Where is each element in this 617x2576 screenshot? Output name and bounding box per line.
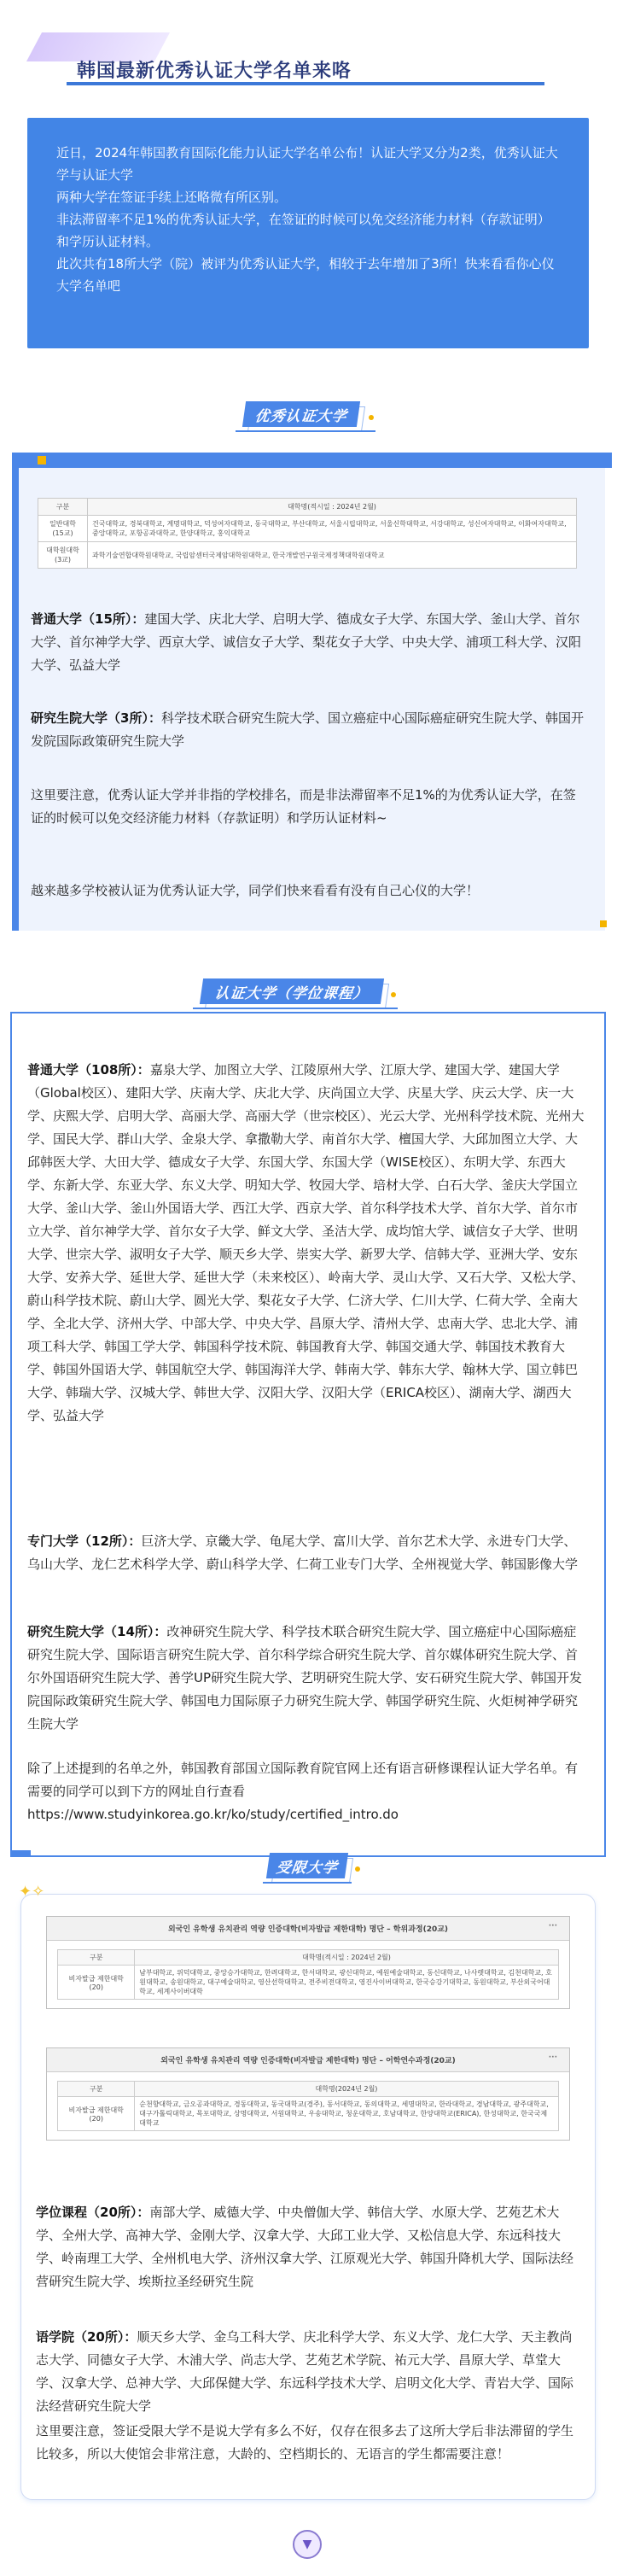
- section-tag-excellent: [244, 401, 372, 427]
- intro-paragraph: 近日，2024年韩国教育国际化能力认证大学名单公布！认证大学又分为2类，优秀认证大学与认证大学: [56, 145, 558, 183]
- category-label: 学位课程（20所）：: [36, 2205, 150, 2220]
- table-cell-key: 일반대학 (15교): [38, 516, 88, 542]
- page-title: 韩国最新优秀认证大学名单来咯: [77, 61, 352, 82]
- section-tag-certified: [201, 978, 415, 1004]
- table-cell-key: 대학원대학 (3교): [38, 542, 88, 569]
- document-title-text: 외국인 유학생 유치관리 역량 인증대학(비자발급 제한대학) 명단 – 학위과정(20교): [167, 1925, 449, 1934]
- table-header-cell: 대학명(2024년 2월): [135, 2082, 559, 2097]
- category-label: 语学院（20所）：: [36, 2329, 137, 2345]
- category-label: 研究生院大学（3所）：: [31, 710, 161, 726]
- page-header: [0, 0, 617, 109]
- table-row: [38, 516, 577, 542]
- certified-regular-block: [27, 1059, 589, 1428]
- square-decoration: [38, 456, 46, 464]
- category-label: 专门大学（12所）：: [27, 1533, 142, 1549]
- table-header-cell: 대학명(적시일 : 2024년 2월): [88, 499, 577, 516]
- table-cell-value: 남부대학교, 위덕대학교, 중앙승가대학교, 한려대학교, 한서대학교, 광신대학교, 예원예술대학교, 동신대학교, 나사렛대학교, 김천대학교, 호원대학교, 송원대학교, 대구예술대학교, 영산선학대학교, 전주비전대학교, 영진사이버대학교, 한국승강기대학교, 동원대학교, 부산외국어대학교, 세계사이버대학: [135, 1966, 559, 2000]
- table-cell-key: 비자발급 제한대학 (20): [58, 1966, 135, 2000]
- excellent-note: 这里要注意，优秀认证大学并非指的学校排名，而是非法滞留率不足1%的为优秀认证大学，在签证的时候可以免交经济能力材料（存款证明）和学历认证材料~: [31, 787, 576, 826]
- university-list: 建国大学、庆北大学、启明大学、德成女子大学、东国大学、釜山大学、首尔大学、首尔神学大学、西京大学、诚信女子大学、梨花女子大学、中央大学、浦项工科大学、汉阳大学、弘益大学: [31, 611, 582, 673]
- section-tag-label: 受限大学: [266, 1853, 348, 1878]
- university-list: 嘉泉大学、加图立大学、江陵原州大学、江原大学、建国大学、建国大学（Global校区）、建阳大学、庆南大学、庆北大学、庆尚国立大学、庆星大学、庆云大学、庆一大学、庆熙大学、启明大学、高丽大学、高丽大学（世宗校区）、光云大学、光州科学技术院、光州大学、国民大学、群山大学、金泉大学、拿撒勒大学、南首尔大学、檀国大学、大邱加图立大学、大邱韩医大学、大田大学、德成女子大学、东国大学、东国大学（WISE校区）、东明大学、东西大学、东新大学、东亚大学、东义大学、明知大学、牧园大学、培材大学、白石大学、釜庆大学国立大学、釜山大学、釜山外国语大学、西江大学、西京大学、首尔科学技术大学、首尔大学、首尔市立大学、首尔神学大学、首尔女子大学、鲜文大学、圣洁大学、成均馆大学、诚信女子大学、世明大学、世宗大学、淑明女子大学、顺天乡大学、崇实大学、新罗大学、信韩大学、亚洲大学、安东大学、安养大学、延世大学、延世大学（未来校区）、岭南大学、灵山大学、又石大学、又松大学、蔚山科学技术院、蔚山大学、圆光大学、梨花女子大学、仁济大学、仁川大学、仁荷大学、全南大学、全北大学、济州大学、中部大学、中央大学、昌原大学、清州大学、忠南大学、忠北大学、浦项工科大学、韩国工学大学、韩国科学技术院、韩国教育大学、韩国交通大学、韩国技术教育大学、韩国外国语大学、韩国航空大学、韩国海洋大学、韩南大学、韩东大学、翰林大学、国立韩巴大学、韩瑞大学、汉城大学、韩世大学、汉阳大学、汉阳大学（ERICA校区）、湖南大学、湖西大学、弘益大学: [27, 1062, 585, 1423]
- certified-grad-block: [27, 1621, 589, 1736]
- university-list: 顺天乡大学、金乌工科大学、庆北科学大学、东义大学、龙仁大学、天主教尚志大学、同德女子大学、木浦大学、尚志大学、艺苑艺术学院、祐元大学、昌原大学、草堂大学、汉拿大学、总神大学、大邱保健大学、东远科学技术大学、启明文化大学、青岩大学、国际法经营研究生院大学: [36, 2329, 574, 2414]
- table-cell-value: 건국대학교, 경북대학교, 계명대학교, 덕성여자대학교, 동국대학교, 부산대학교, 서울시립대학교, 서울신학대학교, 서강대학교, 성신여자대학교, 이화여자대학교, 중앙대학교, 포항공과대학교, 한양대학교, 홍익대학교: [88, 516, 577, 542]
- excellent-regular-block: [31, 608, 587, 677]
- table-header-cell: 구분: [38, 499, 88, 516]
- table-row: [58, 2097, 559, 2131]
- excellent-closing: 越来越多学校被认证为优秀认证大学，同学们快来看看有没有自己心仪的大学！: [31, 883, 480, 898]
- more-icon[interactable]: ···: [548, 1922, 557, 1931]
- university-list: 巨济大学、京畿大学、龟尾大学、富川大学、首尔艺术大学、永进专门大学、乌山大学、龙仁艺术科学大学、蔚山科学大学、仁荷工业专门大学、全州视觉大学、韩国影像大学: [27, 1533, 579, 1572]
- corner-decoration: [10, 1850, 31, 1857]
- more-icon[interactable]: ···: [548, 2053, 557, 2062]
- intro-paragraph: 非法滞留率不足1%的优秀认证大学，在签证的时候可以免交经济能力材料（存款证明）和学历认证材料。: [56, 212, 550, 249]
- chevron-down-icon: ▼: [293, 2530, 322, 2559]
- category-label: 研究生院大学（14所）：: [27, 1624, 167, 1639]
- certified-note: [27, 1757, 589, 1826]
- reference-link[interactable]: https://www.studyinkorea.go.kr/ko/study/certified_intro.do: [27, 1807, 399, 1822]
- corner-decoration: [600, 920, 607, 927]
- table-cell-key: 비자발급 제한대학 (20): [58, 2097, 135, 2131]
- section-tag-label: 优秀认证大学: [242, 401, 360, 427]
- section-tag-restricted: [268, 1853, 362, 1878]
- table-header-row: [38, 499, 577, 516]
- intro-paragraph: 两种大学在签证手续上还略微有所区别。: [56, 190, 288, 205]
- table-header-cell: 구분: [58, 2082, 135, 2097]
- category-label: 普通大学（15所）：: [31, 611, 145, 627]
- restricted-language-document: [46, 2047, 570, 2141]
- note-text: 除了上述提到的名单之外，韩国教育部国立国际教育院官网上还有语言研修课程认证大学名单。有需要的同学可以到下方的网址自行查看: [27, 1761, 579, 1799]
- document-title: [47, 2048, 569, 2072]
- university-list: 科学技术联合研究生院大学、国立癌症中心国际癌症研究生院大学、韩国开发院国际政策研究生院大学: [31, 710, 584, 749]
- document-title: [47, 1917, 569, 1941]
- restricted-degree-document: [46, 1916, 570, 2009]
- table-row: [58, 1966, 559, 2000]
- table-cell-value: 순천향대학교, 금오공과대학교, 경동대학교, 동국대학교(경주), 동서대학교, 동의대학교, 세명대학교, 한라대학교, 경남대학교, 광주대학교, 대구가톨릭대학교, 목포대학교, 상명대학교, 서원대학교, 우송대학교, 청운대학교, 호남대학교, 한양대학교(ERICA), 한성대학교, 한국국제대학교: [135, 2097, 559, 2131]
- title-underline: [67, 82, 544, 85]
- category-label: 普通大学（108所）：: [27, 1062, 150, 1078]
- document-title-text: 외국인 유학생 유치관리 역량 인증대학(비자발급 제한대학) 명단 – 어학연수과정(20교): [160, 2057, 456, 2065]
- certified-college-block: [27, 1530, 589, 1576]
- section-tag-label: 认证大学（学位课程）: [200, 978, 384, 1004]
- intro-box: [27, 118, 589, 348]
- table-header-cell: 구분: [58, 1950, 135, 1966]
- table-header-cell: 대학명(적시일 : 2024년 2월): [135, 1950, 559, 1966]
- excellent-university-table: [38, 498, 577, 569]
- university-list: 改神研究生院大学、科学技术联合研究生院大学、国立癌症中心国际癌症研究生院大学、国际语言研究生院大学、首尔科学综合研究生院大学、首尔媒体研究生院大学、首尔外国语研究生院大学、善学UP研究生院大学、艺明研究生院大学、安石研究生院大学、韩国开发院国际政策研究生院大学、韩国电力国际原子力研究生院大学、韩国学研究生院、火炬树神学研究生院大学: [27, 1624, 583, 1732]
- star-icon: ✦✧: [19, 1883, 45, 1901]
- restricted-table: [57, 2081, 559, 2131]
- restricted-note: 这里要注意，签证受限大学不是说大学有多么不好，仅存在很多去了这所大学后非法滞留的学生比较多，所以大使馆会非常注意，大龄的、空档期长的、无语言的学生都需要注意！: [36, 2423, 574, 2462]
- restricted-table: [57, 1949, 559, 2000]
- restricted-language-block: [36, 2326, 582, 2418]
- restricted-degree-block: [36, 2201, 582, 2293]
- excellent-grad-block: [31, 707, 587, 753]
- intro-paragraph: 此次共有18所大学（院）被评为优秀认证大学，相较于去年增加了3所！快来看看你心仪大学名单吧: [56, 256, 555, 294]
- table-row: [38, 542, 577, 569]
- university-list: 南部大学、威德大学、中央僧伽大学、韩信大学、水原大学、艺苑艺术大学、全州大学、高神大学、金刚大学、汉拿大学、大邱工业大学、又松信息大学、东远科技大学、岭南理工大学、全州机电大学、济州汉拿大学、江原观光大学、韩国升降机大学、国际法经营研究生院大学、埃斯拉圣经研究生院: [36, 2205, 574, 2289]
- table-cell-value: 과학기술연합대학원대학교, 국립암센터국제암대학원대학교, 한국개발연구원국제정책대학원대학교: [88, 542, 577, 569]
